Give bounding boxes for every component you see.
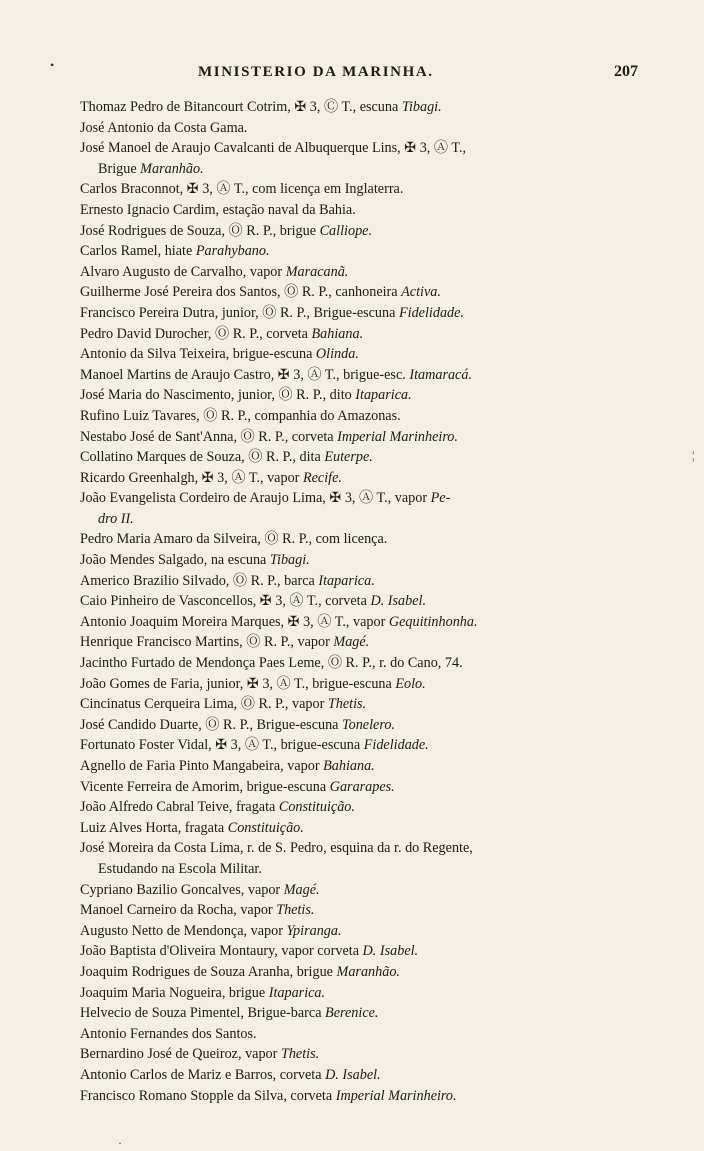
entry-text: Collatino Marques de Souza, Ⓞ R. P., dita — [80, 449, 325, 466]
list-item — [80, 591, 646, 612]
vessel-name: Itamaracá. — [409, 366, 472, 383]
list-item — [80, 962, 646, 983]
entry-text: Bernardino José de Queiroz, vapor — [80, 1046, 281, 1063]
list-item — [80, 282, 646, 303]
entry-text: Henrique Francisco Martins, Ⓞ R. P., vapor — [80, 634, 334, 651]
entry-text: Estudando na Escola Militar. — [98, 860, 262, 877]
list-item — [80, 715, 646, 736]
entry-text: Americo Brazilio Silvado, Ⓞ R. P., barca — [80, 572, 319, 589]
entry-text: Alvaro Augusto de Carvalho, vapor — [80, 263, 286, 280]
margin-mark: ¦ — [692, 448, 695, 462]
list-item — [80, 324, 646, 345]
list-item — [80, 880, 646, 901]
vessel-name: Olinda. — [315, 346, 359, 363]
entry-text: José Moreira da Costa Lima, r. de S. Pedro, esquina da r. do Regente, — [80, 840, 473, 857]
list-item — [80, 179, 646, 200]
list-item — [80, 1003, 646, 1024]
vessel-name: Tibagi. — [269, 552, 310, 569]
vessel-name: D. Isabel. — [362, 943, 419, 960]
list-item — [80, 921, 646, 942]
entry-text: João Gomes de Faria, junior, ✠ 3, Ⓐ T., brigue-escuna — [80, 675, 396, 692]
list-item — [80, 365, 646, 386]
list-item — [80, 632, 646, 653]
vessel-name: Ypiranga. — [286, 922, 342, 939]
vessel-name: Itaparica. — [268, 984, 326, 1001]
list-item — [80, 550, 646, 571]
list-item — [80, 653, 646, 674]
entry-text: Francisco Pereira Dutra, junior, Ⓞ R. P., Brigue-escuna — [80, 304, 399, 321]
list-item — [80, 344, 646, 365]
vessel-name: Itaparica. — [355, 387, 412, 404]
entry-text: Ricardo Greenhalgh, ✠ 3, Ⓐ T., vapor — [80, 469, 303, 486]
entry-text: Antonio Carlos de Mariz e Barros, corveta — [80, 1066, 326, 1083]
entry-text: Fortunato Foster Vidal, ✠ 3, Ⓐ T., brigue-escuna — [80, 737, 364, 754]
vessel-name: Thetis. — [280, 1046, 320, 1063]
vessel-name: Constituição. — [227, 819, 304, 836]
list-item — [80, 1044, 646, 1065]
list-item — [80, 221, 646, 242]
entry-text: José Candido Duarte, Ⓞ R. P., Brigue-escuna — [80, 716, 343, 733]
entry-text: Joaquim Maria Nogueira, brigue — [80, 984, 269, 1001]
vessel-name: D. Isabel. — [325, 1066, 381, 1083]
vessel-name: dro II. — [98, 510, 134, 527]
entry-text: Jacintho Furtado de Mendonça Paes Leme, Ⓞ R. P., r. do Cano, 74. — [80, 655, 463, 672]
list-item — [80, 777, 646, 798]
entry-text: José Manoel de Araujo Cavalcanti de Albuquerque Lins, ✠ 3, Ⓐ T., — [80, 140, 467, 157]
list-item — [80, 1086, 646, 1107]
list-item — [80, 118, 646, 139]
vessel-name: Pe- — [430, 490, 451, 507]
vessel-name: Bahiana. — [323, 758, 375, 774]
list-item — [80, 838, 646, 859]
list-item — [80, 941, 646, 962]
page-header — [80, 64, 640, 86]
entry-text: Helvecio de Souza Pimentel, Brigue-barca — [80, 1005, 326, 1022]
vessel-name: Imperial Marinheiro. — [335, 1087, 457, 1104]
vessel-name: Euterpe. — [324, 449, 373, 466]
vessel-name: Bahiana. — [311, 325, 364, 342]
list-item — [80, 612, 646, 633]
entry-text: Augusto Netto de Mendonça, vapor — [80, 922, 287, 939]
vessel-name: Maranhão. — [140, 160, 204, 177]
entry-text: Cypriano Bazilio Goncalves, vapor — [80, 881, 284, 898]
list-item — [80, 983, 646, 1004]
entry-text: Antonio da Silva Teixeira, brigue-escuna — [80, 346, 316, 363]
entry-text: Cincinatus Cerqueira Lima, Ⓞ R. P., vapor — [80, 696, 328, 713]
entry-text: Vicente Ferreira de Amorim, brigue-escuna — [80, 778, 330, 795]
entry-text: Carlos Ramel, hiate — [80, 243, 196, 260]
list-item — [80, 97, 646, 118]
entry-text: João Alfredo Cabral Teive, fragata — [80, 799, 279, 816]
vessel-name: Imperial Marinheiro. — [337, 428, 458, 445]
vessel-name: Calliope. — [319, 222, 373, 239]
print-speck: · — [118, 1136, 122, 1150]
entry-text: Luiz Alves Horta, fragata — [80, 819, 228, 836]
vessel-name: Parahybano. — [195, 243, 270, 260]
entry-text: João Evangelista Cordeiro de Araujo Lima, ✠ 3, Ⓐ T., vapor — [80, 490, 431, 507]
vessel-name: D. Isabel. — [370, 593, 427, 610]
entry-text: Antonio Fernandes dos Santos. — [80, 1025, 257, 1042]
list-item-continuation — [80, 509, 646, 530]
vessel-name: Activa. — [401, 284, 441, 301]
entry-text: Joaquim Rodrigues de Souza Aranha, brigue — [80, 963, 337, 980]
entry-text: Rufino Luiz Tavares, Ⓞ R. P., companhia do Amazonas. — [80, 407, 401, 424]
entry-text: Pedro David Durocher, Ⓞ R. P., corveta — [80, 325, 312, 342]
entry-text: Manoel Martins de Araujo Castro, ✠ 3, Ⓐ T., brigue-esc. — [80, 366, 410, 383]
vessel-name: Berenice. — [325, 1005, 379, 1022]
list-item — [80, 200, 646, 221]
vessel-name: Maracanã. — [285, 263, 349, 280]
list-item — [80, 488, 646, 509]
entry-text: Pedro Maria Amaro da Silveira, Ⓞ R. P., com licença. — [80, 531, 388, 548]
vessel-name: Itaparica. — [318, 572, 375, 589]
list-item — [80, 735, 646, 756]
list-item — [80, 756, 646, 777]
list-item — [80, 1065, 646, 1086]
entry-text: Agnello de Faria Pinto Mangabeira, vapor — [80, 758, 324, 774]
list-item — [80, 406, 646, 427]
entry-text: João Baptista d'Oliveira Montaury, vapor corveta — [80, 943, 363, 960]
list-item — [80, 385, 646, 406]
print-speck: • — [50, 58, 55, 72]
list-item — [80, 529, 646, 550]
list-item — [80, 241, 646, 262]
entry-text: Brigue — [98, 160, 141, 177]
entry-text: Carlos Braconnot, ✠ 3, Ⓐ T., com licença em Inglaterra. — [80, 181, 404, 198]
officer-list — [80, 97, 646, 1106]
entry-text: José Antonio da Costa Gama. — [80, 119, 248, 136]
list-item — [80, 571, 646, 592]
entry-text: João Mendes Salgado, na escuna — [80, 552, 270, 569]
vessel-name: Tibagi. — [401, 99, 442, 115]
list-item — [80, 138, 646, 159]
list-item — [80, 303, 646, 324]
vessel-name: Magé. — [333, 634, 370, 651]
entry-text: Nestabo José de Sant'Anna, Ⓞ R. P., corveta — [80, 428, 338, 445]
entry-text: Manoel Carneiro da Rocha, vapor — [80, 902, 277, 919]
page-number: 207 — [614, 63, 638, 80]
entry-text: Ernesto Ignacio Cardim, estação naval da Bahia. — [80, 201, 356, 218]
running-title: MINISTERIO DA MARINHA. — [198, 64, 434, 80]
list-item — [80, 797, 646, 818]
vessel-name: Maranhão. — [336, 963, 400, 980]
vessel-name: Gararapes. — [329, 778, 395, 795]
entry-text: Caio Pinheiro de Vasconcellos, ✠ 3, Ⓐ T., corveta — [80, 593, 371, 610]
list-item — [80, 900, 646, 921]
list-item — [80, 674, 646, 695]
vessel-name: Recife. — [302, 469, 342, 486]
vessel-name: Magé. — [283, 881, 320, 898]
entry-text: Thomaz Pedro de Bitancourt Cotrim, ✠ 3, Ⓒ T., escuna — [80, 99, 402, 115]
list-item-continuation — [80, 859, 646, 880]
entry-text: José Maria do Nascimento, junior, Ⓞ R. P., dito — [80, 387, 356, 404]
list-item — [80, 262, 646, 283]
entry-text: José Rodrigues de Souza, Ⓞ R. P., brigue — [80, 222, 320, 239]
entry-text: Guilherme José Pereira dos Santos, Ⓞ R. P., canhoneira — [80, 284, 402, 301]
vessel-name: Constituição. — [278, 799, 355, 816]
vessel-name: Fidelidade. — [398, 304, 464, 321]
vessel-name: Thetis. — [276, 902, 315, 919]
vessel-name: Gequitinhonha. — [388, 613, 478, 630]
vessel-name: Fidelidade. — [363, 737, 429, 754]
list-item — [80, 427, 646, 448]
vessel-name: Thetis. — [327, 696, 367, 713]
entry-text: Francisco Romano Stopple da Silva, corveta — [80, 1087, 336, 1104]
list-item — [80, 468, 646, 489]
list-item — [80, 818, 646, 839]
list-item — [80, 1024, 646, 1045]
list-item — [80, 447, 646, 468]
vessel-name: Eolo. — [395, 675, 426, 692]
list-item — [80, 694, 646, 715]
entry-text: Antonio Joaquim Moreira Marques, ✠ 3, Ⓐ T., vapor — [80, 613, 389, 630]
vessel-name: Tonelero. — [342, 716, 395, 733]
list-item-continuation — [80, 159, 646, 180]
